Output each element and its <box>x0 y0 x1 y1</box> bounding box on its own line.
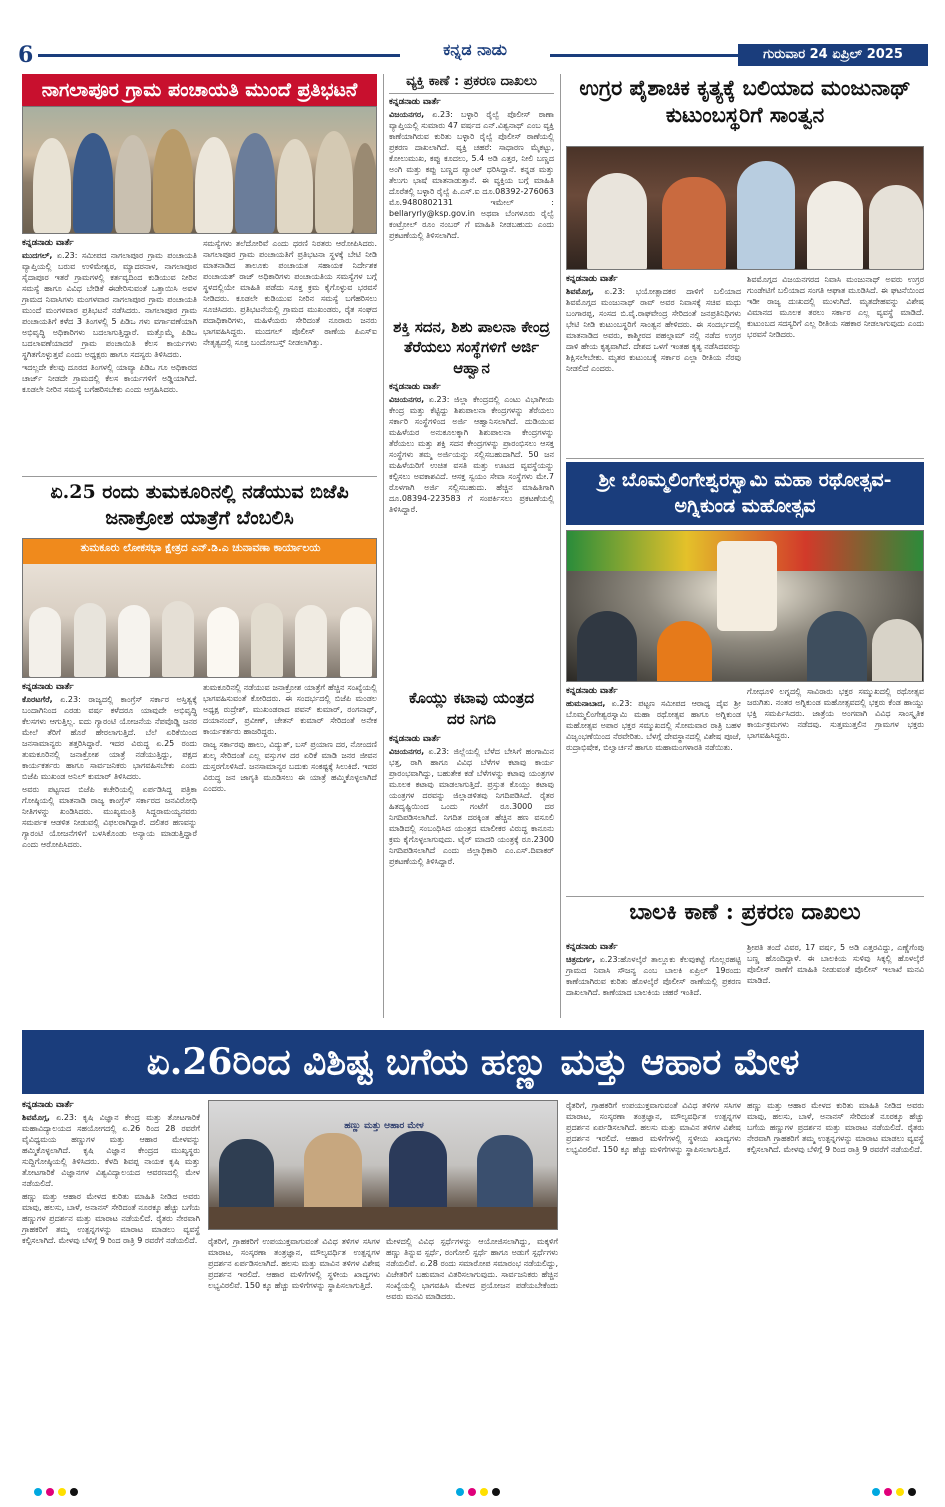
column-divider <box>560 74 561 1018</box>
story-condolence <box>566 74 924 129</box>
byline: ಕನ್ನಡನಾಡು ವಾರ್ತೆ <box>389 96 441 107</box>
story-bjp-yatra-headline: ಏ.25 ರಂದು ತುಮಕೂರಿನಲ್ಲಿ ನಡೆಯುವ ಬಿಜೆಪಿ ಜನಾಕ್ರೋಶ ಯಾತ್ರೆಗೆ ಬೆಂಬಲಿಸಿ <box>50 481 349 529</box>
story-protest-text-a: ಮುದಗಲ್, ಏ.23: ಸಮೀಪದ ನಾಗಲಾಪೂರ ಗ್ರಾಮ ಪಂಚಾಯತಿ ವ್ಯಾಪ್ತಿಯಲ್ಲಿ ಬರುವ ಉಳಿಮೇಶ್ವರ, ಮ್ಯಾದರನಾಳ, ನಾಗಲಾಪೂರ ಸೈದಾಪೂರ ಇತರೆ ಗ್ರಾಮಗಳಲ್ಲಿ ಕರ್ತವ್ಯದಿಂದ ಕುಡಿಯುವ ನೀರಿನ ಸಮಸ್ಯೆ ಹಾಗೂ ವಿವಿಧ ಬೇಡಿಕೆ ಈಡೇರಿಸುವಂತೆ ಒತ್ತಾಯಿಸಿ ಅವಳ ಗ್ರಾಮದ ನಿವಾಸಿಗಳು ಮಂಗಳವಾರ ನಾಗಲಾಪೂರ ಗ್ರಾಮ ಪಂಚಾಯತಿ ಮುಂದೆ ಮಂಗಳವಾರ ಪ್ರತಿಭಟನೆ ನಡೆಸಿದರು. ನಾಗಲಾಪೂರ ಗ್ರಾಮ ಪಂಚಾಯತಿಗೆ ಕಳೆದ 3 ತಿಂಗಳಲ್ಲಿ 5 ಪಿಡಿಒ ಗಳು ವರ್ಗಾವಣೆಯಾಗಿ ಅಭಿವೃದ್ಧಿ ಅಧಿಕಾರಿಗಳು ಬದಲಾಗುತ್ತಿದ್ದಾರೆ. ಮತ್ತೊಮ್ಮೆ ಪಿಡಿಒ ಬದಲಾವಣೆಯಾದರೆ ಗ್ರಾಮ ಪಂಚಾಯಿತಿ ಕೆಲಸ ಕಾರ್ಯಗಳು ಸ್ಥಗಿತಗೊಳ್ಳುತ್ತವೆ ಎಂದು ಅಧ್ಯಕ್ಷರು ಹಾಗೂ ಸದಸ್ಯರು ತಿಳಿಸಿದರು. <box>22 251 197 359</box>
registration-marks-left <box>34 1488 78 1500</box>
registration-marks-center <box>456 1488 500 1500</box>
story-condolence-text-a: ಶಿವಮೊಗ್ಗ, ಏ.23: ಭಯೋತ್ಪಾದಕರ ದಾಳಿಗೆ ಬಲಿಯಾದ ಶಿವಮೊಗ್ಗದ ಮಂಜುನಾಥ್ ರಾವ್ ಅವರ ನಿವಾಸಕ್ಕೆ ಸಚಿವ ಮಧು ಬಂಗಾರಪ್ಪ, ಸಂಸದ ಬಿ.ವೈ.ರಾಘವೇಂದ್ರ ಸೇರಿದಂತೆ ಜನಪ್ರತಿನಿಧಿಗಳು ಭೇಟಿ ನೀಡಿ ಕುಟುಂಬಸ್ಥರಿಗೆ ಸಾಂತ್ವನ ಹೇಳಿದರು. ಈ ಸಂದರ್ಭದಲ್ಲಿ ಮಾತನಾಡಿದ ಅವರು, ಕಾಶ್ಮೀರದ ಪಹಲ್ಗಾಮ್ ನಲ್ಲಿ ನಡೆದ ಉಗ್ರರ ದಾಳಿ ಹೇಯ ಕೃತ್ಯವಾಗಿದೆ. ದೇಶದ ಒಳಗೆ ಇಂತಹ ಕೃತ್ಯ ನಡೆಸಿದವರನ್ನು ಶಿಕ್ಷಿಸಲೇಬೇಕು. ಮೃತರ ಕುಟುಂಬಕ್ಕೆ ಸರ್ಕಾರ ಎಲ್ಲಾ ರೀತಿಯ ನೆರವು ನೀಡಲಿದೆ ಎಂದರು. <box>566 287 741 373</box>
story-condolence-body-2 <box>747 274 924 340</box>
byline: ಕನ್ನಡನಾಡು ವಾರ್ತೆ <box>566 686 618 696</box>
column-divider <box>383 74 384 1018</box>
byline: ಕನ್ನಡನಾಡು ವಾರ್ತೆ <box>566 942 618 952</box>
story-bjp-text-b: ಅವರು ಪಟ್ಟಣದ ಬಿಜೆಪಿ ಕಚೇರಿಯಲ್ಲಿ ಏರ್ಪಡಿಸಿದ್ದ ಪತ್ರಿಕಾ ಗೋಷ್ಠಿಯಲ್ಲಿ ಮಾತನಾಡಿ ರಾಜ್ಯ ಕಾಂಗ್ರೆಸ್ ಸರ್ಕಾರದ ಜನವಿರೋಧಿ ನೀತಿಗಳನ್ನು ಖಂಡಿಸಿದರು. ಮುಖ್ಯಮಂತ್ರಿ ಸಿದ್ದರಾಮಯ್ಯನವರು ಸಮರ್ಪಕ ಆಡಳಿತ ನೀಡುವಲ್ಲಿ ವಿಫಲರಾಗಿದ್ದಾರೆ. ದಲಿತರ ಹಣವನ್ನು ಗ್ಯಾರಂಟಿ ಯೋಜನೆಗಳಿಗೆ ಬಳಸಿಕೊಂಡು ಅನ್ಯಾಯ ಮಾಡುತ್ತಿದ್ದಾರೆ ಎಂದು ಆರೋಪಿಸಿದರು. <box>22 785 197 849</box>
story-festival-body-2 <box>747 686 924 741</box>
story-protest-headline: ನಾಗಲಾಪೂರ ಗ್ರಾಮ ಪಂಚಾಯತಿ ಮುಂದೆ ಪ್ರತಿಭಟನೆ <box>22 74 377 107</box>
story-condolence-headline: ಉಗ್ರರ ಪೈಶಾಚಿಕ ಕೃತ್ಯಕ್ಕೆ ಬಲಿಯಾದ ಮಂಜುನಾಥ್ ಕುಟುಂಬಸ್ಥರಿಗೆ ಸಾಂತ್ವನ <box>579 75 911 128</box>
story-fruit-fair-body <box>22 1100 200 1246</box>
header-rule <box>38 54 738 57</box>
date-box: ಗುರುವಾರ 24 ಏಪ್ರಿಲ್ 2025 <box>738 44 928 66</box>
story-festival-text-a: ಹುಮನಾಬಾದ, ಏ.23: ಪಟ್ಟಣ ಸಮೀಪದ ಆರಾಧ್ಯ ದೈವ ಶ್ರೀ ಬೊಮ್ಮಲಿಂಗೇಶ್ವರಸ್ವಾಮಿ ಮಹಾ ರಥೋತ್ಸವ ಹಾಗೂ ಅಗ್ನಿಕುಂಡ ಮಹೋತ್ಸವ ಅಪಾರ ಭಕ್ತರ ಸಮ್ಮುಖದಲ್ಲಿ ಸೋಮವಾರ ರಾತ್ರಿ ಬಹಳ ವಿಜೃಂಭಣೆಯಿಂದ ನೆರವೇರಿತು. ಬೆಳಗ್ಗೆ ದೇವಸ್ಥಾನದಲ್ಲಿ ವಿಶೇಷ ಪೂಜೆ, ರುದ್ರಾಭಿಷೇಕ, ಬಿಲ್ವಾರ್ಚನೆ ಹಾಗೂ ಮಹಾಮಂಗಳಾರತಿ ನಡೆಯಿತು. <box>566 699 741 752</box>
story-shakti-sadan <box>389 317 554 515</box>
story-bjp-text-c: ತುಮಕೂರಿನಲ್ಲಿ ನಡೆಯುವ ಜನಾಕ್ರೋಶ ಯಾತ್ರೆಗೆ ಹೆಚ್ಚಿನ ಸಂಖ್ಯೆಯಲ್ಲಿ ಭಾಗವಹಿಸುವಂತೆ ಕೋರಿದರು. ಈ ಸಂದರ್ಭದಲ್ಲಿ ಬಿಜೆಪಿ ಮಂಡಲ ಅಧ್ಯಕ್ಷ ರುದ್ರೇಶ್, ಮುಖಂಡರಾದ ಪವನ್ ಕುಮಾರ್, ರಂಗನಾಥ್, ದಯಾನಂದ್, ಪ್ರವೀಣ್, ಚೇತನ್ ಕುಮಾರ್ ಸೇರಿದಂತೆ ಅನೇಕ ಕಾರ್ಯಕರ್ತರು ಹಾಜರಿದ್ದರು. <box>203 683 377 736</box>
story-missing-person-text: ವಿಜಯನಗರ, ಏ.23: ಬಳ್ಳಾರಿ ರೈಲ್ವೆ ಪೊಲೀಸ್ ಠಾಣಾ ವ್ಯಾಪ್ತಿಯಲ್ಲಿ ಸುಮಾರು 47 ವರ್ಷದ ಎನ್.ವಿಶ್ವನಾಥ್ ಎಂಬ ವ್ಯಕ್ತಿ ಕಾಣೆಯಾಗಿರುವ ಕುರಿತು ಬಳ್ಳಾರಿ ರೈಲ್ವೆ ಪೊಲೀಸ್ ಠಾಣೆಯಲ್ಲಿ ಪ್ರಕರಣ ದಾಖಲಾಗಿದೆ. ವ್ಯಕ್ತಿ ಚಹರೆ: ಸಾಧಾರಣ ಮೈಕಟ್ಟು, ಕೋಲುಮುಖ, ಕಪ್ಪು ಕೂದಲು, 5.4 ಅಡಿ ಎತ್ತರ, ನೀಲಿ ಬಣ್ಣದ ಅಂಗಿ ಮತ್ತು ಕಪ್ಪು ಬಣ್ಣದ ಪ್ಯಾಂಟ್ ಧರಿಸಿದ್ದಾನೆ. ಕನ್ನಡ ಮತ್ತು ತೆಲುಗು ಭಾಷೆ ಮಾತನಾಡುತ್ತಾನೆ. ಈ ವ್ಯಕ್ತಿಯ ಬಗ್ಗೆ ಮಾಹಿತಿ ದೊರೆತಲ್ಲಿ ಬಳ್ಳಾರಿ ರೈಲ್ವೆ ಪಿ.ಎಸ್.ಐ ದೂ.08392-276063 ಮೊ.9480802131 ಇಮೇಲ್ : bellaryrly@ksp.gov.in ಅಥವಾ ಬೆಂಗಳೂರು ರೈಲ್ವೆ ಕಂಟ್ರೋಲ್ ರೂಂ ನಂಬರ್ ಗೆ ಮಾಹಿತಿ ನೀಡಬಹುದು ಎಂದು ಪ್ರಕಟಣೆಯಲ್ಲಿ ತಿಳಿಸಲಾಗಿದೆ. <box>389 109 555 240</box>
story-missing-person-headline: ವ್ಯಕ್ತಿ ಕಾಣೆ : ಪ್ರಕರಣ ದಾಖಲು <box>389 74 554 94</box>
protest-photo <box>22 106 377 234</box>
story-protest <box>22 74 377 107</box>
section-divider <box>566 896 924 897</box>
story-protest-body <box>22 238 197 395</box>
story-fruit-fair-body-4 <box>566 1100 741 1155</box>
story-bjp-yatra <box>22 480 377 531</box>
byline: ಕನ್ನಡನಾಡು ವಾರ್ತೆ <box>389 734 441 744</box>
story-condolence-body <box>566 274 741 374</box>
byline: ಕನ್ನಡನಾಡು ವಾರ್ತೆ <box>22 238 74 248</box>
fruit-fair-photo <box>208 1100 558 1230</box>
byline: ಕನ್ನಡನಾಡು ವಾರ್ತೆ <box>22 682 74 692</box>
story-festival-body <box>566 686 741 753</box>
bjp-photo <box>22 538 377 678</box>
story-fruit-fair-headline: ಏ.26ರಿಂದ ವಿಶಿಷ್ಟ ಬಗೆಯ ಹಣ್ಣು ಮತ್ತು ಆಹಾರ ಮೇಳ <box>146 1041 800 1083</box>
story-missing-person <box>389 74 554 241</box>
story-fruit-fair-text-b: ಹಣ್ಣು ಮತ್ತು ಆಹಾರ ಮೇಳದ ಕುರಿತು ಮಾಹಿತಿ ನೀಡಿದ ಅವರು ಮಾವು, ಹಲಸು, ಬಾಳೆ, ಅನಾನಸ್ ಸೇರಿದಂತೆ ನೂರಕ್ಕೂ ಹೆಚ್ಚು ಬಗೆಯ ಹಣ್ಣುಗಳ ಪ್ರದರ್ಶನ ಮತ್ತು ಮಾರಾಟ ನಡೆಯಲಿದೆ. ರೈತರು ನೇರವಾಗಿ ಗ್ರಾಹಕರಿಗೆ ತಮ್ಮ ಉತ್ಪನ್ನಗಳನ್ನು ಮಾರಾಟ ಮಾಡಲು ವ್ಯವಸ್ಥೆ ಕಲ್ಪಿಸಲಾಗಿದೆ. ಮೇಳವು ಬೆಳಿಗ್ಗೆ 9 ರಿಂದ ರಾತ್ರಿ 9 ರವರೆಗೆ ನಡೆಯಲಿದೆ. <box>22 1192 200 1245</box>
story-harvester-rates <box>389 688 554 867</box>
story-fruit-fair-text-b2: ಹಣ್ಣು ಮತ್ತು ಆಹಾರ ಮೇಳದ ಕುರಿತು ಮಾಹಿತಿ ನೀಡಿದ ಅವರು ಮಾವು, ಹಲಸು, ಬಾಳೆ, ಅನಾನಸ್ ಸೇರಿದಂತೆ ನೂರಕ್ಕೂ ಹೆಚ್ಚು ಬಗೆಯ ಹಣ್ಣುಗಳ ಪ್ರದರ್ಶನ ಮತ್ತು ಮಾರಾಟ ನಡೆಯಲಿದೆ. ರೈತರು ನೇರವಾಗಿ ಗ್ರಾಹಕರಿಗೆ ತಮ್ಮ ಉತ್ಪನ್ನಗಳನ್ನು ಮಾರಾಟ ಮಾಡಲು ವ್ಯವಸ್ಥೆ ಕಲ್ಪಿಸಲಾಗಿದೆ. ಮೇಳವು ಬೆಳಿಗ್ಗೆ 9 ರಿಂದ ರಾತ್ರಿ 9 ರವರೆಗೆ ನಡೆಯಲಿದೆ. <box>747 1101 924 1154</box>
story-fruit-fair-text-a2: ರೈತರಿಗೆ, ಗ್ರಾಹಕರಿಗೆ ಉಪಯುಕ್ತವಾಗುವಂತೆ ವಿವಿಧ ತಳಿಗಳ ಸಸಿಗಳ ಮಾರಾಟ, ಸಂಸ್ಕರಣಾ ತಂತ್ರಜ್ಞಾನ, ಮೌಲ್ಯವರ್ಧಿತ ಉತ್ಪನ್ನಗಳ ಪ್ರದರ್ಶನ ಏರ್ಪಡಿಸಲಾಗಿದೆ. ಹಲಸು ಮತ್ತು ಮಾವಿನ ತಳಿಗಳ ವಿಶೇಷ ಪ್ರದರ್ಶನ ಇರಲಿದೆ. ಆಹಾರ ಮಳಿಗೆಗಳಲ್ಲಿ ಸ್ಥಳೀಯ ಖಾದ್ಯಗಳು ಲಭ್ಯವಿರಲಿವೆ. 150 ಕ್ಕೂ ಹೆಚ್ಚು ಮಳಿಗೆಗಳನ್ನು ಸ್ಥಾಪಿಸಲಾಗುತ್ತಿದೆ. <box>566 1101 741 1154</box>
story-fruit-fair-text-a: ಶಿವಮೊಗ್ಗ, ಏ.23: ಕೃಷಿ ವಿಜ್ಞಾನ ಕೇಂದ್ರ ಮತ್ತು ತೋಟಗಾರಿಕೆ ಮಹಾವಿದ್ಯಾಲಯದ ಸಹಯೋಗದಲ್ಲಿ ಏ.26 ರಿಂದ 28 ರವರೆಗೆ ವೈವಿಧ್ಯಮಯ ಹಣ್ಣುಗಳ ಮತ್ತು ಆಹಾರ ಮೇಳವನ್ನು ಹಮ್ಮಿಕೊಳ್ಳಲಾಗಿದೆ. ಕೃಷಿ ವಿಜ್ಞಾನ ಕೇಂದ್ರದ ಮುಖ್ಯಸ್ಥರು ಸುದ್ದಿಗೋಷ್ಠಿಯಲ್ಲಿ ತಿಳಿಸಿದರು. ಕೆಳದಿ ಶಿವಪ್ಪ ನಾಯಕ ಕೃಷಿ ಮತ್ತು ತೋಟಗಾರಿಕೆ ವಿಜ್ಞಾನಗಳ ವಿಶ್ವವಿದ್ಯಾಲಯದ ಆವರಣದಲ್ಲಿ ಮೇಳ ನಡೆಯಲಿದೆ. <box>22 1113 200 1188</box>
bjp-banner-text: ತುಮಕೂರು ಲೋಕಸಭಾ ಕ್ಷೇತ್ರದ ಎನ್.ಡಿ.ಎ ಚುನಾವಣಾ ಕಾರ್ಯಾಲಯ <box>80 542 321 554</box>
story-shakti-sadan-headline: ಶಕ್ತಿ ಸದನ, ಶಿಶು ಪಾಲನಾ ಕೇಂದ್ರ ತೆರೆಯಲು ಸಂಸ್ಥೆಗಳಿಗೆ ಅರ್ಜಿ ಆಹ್ವಾನ <box>393 318 550 377</box>
story-harvester-rates-headline: ಕೊಯ್ಲು ಕಟಾವು ಯಂತ್ರದ ದರ ನಿಗದಿ <box>408 689 535 728</box>
story-fruit-fair-text-c: ರೈತರಿಗೆ, ಗ್ರಾಹಕರಿಗೆ ಉಪಯುಕ್ತವಾಗುವಂತೆ ವಿವಿಧ ತಳಿಗಳ ಸಸಿಗಳ ಮಾರಾಟ, ಸಂಸ್ಕರಣಾ ತಂತ್ರಜ್ಞಾನ, ಮೌಲ್ಯವರ್ಧಿತ ಉತ್ಪನ್ನಗಳ ಪ್ರದರ್ಶನ ಏರ್ಪಡಿಸಲಾಗಿದೆ. ಹಲಸು ಮತ್ತು ಮಾವಿನ ತಳಿಗಳ ವಿಶೇಷ ಪ್ರದರ್ಶನ ಇರಲಿದೆ. ಆಹಾರ ಮಳಿಗೆಗಳಲ್ಲಿ ಸ್ಥಳೀಯ ಖಾದ್ಯಗಳು ಲಭ್ಯವಿರಲಿವೆ. 150 ಕ್ಕೂ ಹೆಚ್ಚು ಮಳಿಗೆಗಳನ್ನು ಸ್ಥಾಪಿಸಲಾಗುತ್ತಿದೆ. <box>208 1237 380 1290</box>
story-bjp-text-d: ರಾಜ್ಯ ಸರ್ಕಾರವು ಹಾಲು, ವಿದ್ಯುತ್, ಬಸ್ ಪ್ರಯಾಣ ದರ, ನೋಂದಣಿ ಶುಲ್ಕ ಸೇರಿದಂತೆ ಎಲ್ಲ ವಸ್ತುಗಳ ದರ ಏರಿಕೆ ಮಾಡಿ ಜನರ ಜೀವನ ದುಸ್ತರಗೊಳಿಸಿದೆ. ಜನಸಾಮಾನ್ಯರ ಬದುಕು ಸಂಕಷ್ಟಕ್ಕೆ ಸಿಲುಕಿದೆ. ಇದರ ವಿರುದ್ಧ ಜನ ಜಾಗೃತಿ ಮೂಡಿಸಲು ಈ ಯಾತ್ರೆ ಹಮ್ಮಿಕೊಳ್ಳಲಾಗಿದೆ ಎಂದರು. <box>203 740 377 793</box>
section-divider <box>22 476 377 477</box>
story-fruit-fair-text-d: ಮೇಳದಲ್ಲಿ ವಿವಿಧ ಸ್ಪರ್ಧೆಗಳನ್ನು ಆಯೋಜಿಸಲಾಗಿದ್ದು, ಮಕ್ಕಳಿಗೆ ಹಣ್ಣು ತಿನ್ನುವ ಸ್ಪರ್ಧೆ, ರಂಗೋಲಿ ಸ್ಪರ್ಧೆ ಹಾಗೂ ಅಡುಗೆ ಸ್ಪರ್ಧೆಗಳು ನಡೆಯಲಿವೆ. ಏ.28 ರಂದು ಸಮಾರೋಪ ಸಮಾರಂಭ ನಡೆಯಲಿದ್ದು, ವಿಜೇತರಿಗೆ ಬಹುಮಾನ ವಿತರಿಸಲಾಗುವುದು. ಸಾರ್ವಜನಿಕರು ಹೆಚ್ಚಿನ ಸಂಖ್ಯೆಯಲ್ಲಿ ಭಾಗವಹಿಸಿ ಮೇಳದ ಪ್ರಯೋಜನ ಪಡೆಯಬೇಕೆಂದು ಅವರು ಮನವಿ ಮಾಡಿದರು. <box>386 1237 558 1301</box>
section-divider <box>566 458 924 459</box>
byline: ಕನ್ನಡನಾಡು ವಾರ್ತೆ <box>389 381 441 392</box>
story-missing-girl-text-a: ಚಿತ್ರದುರ್ಗ, ಏ.23:ಹೊಳಲ್ಕೆರೆ ತಾಲ್ಲೂಕು ಕೆಲವುಕಟ್ಟೆ ಗೊಲ್ಲರಹಟ್ಟಿ ಗ್ರಾಮದ ನಿವಾಸಿ ಸೌಜನ್ಯ ಎಂಬ ಬಾಲಕಿ ಏಪ್ರಿಲ್ 19ರಂದು ಕಾಣೆಯಾಗಿರುವ ಕುರಿತು ಹೊಳಲ್ಕೆರೆ ಪೊಲೀಸ್ ಠಾಣೆಯಲ್ಲಿ ಪ್ರಕರಣ ದಾಖಲಾಗಿದೆ. ಕಾಣೆಯಾದ ಬಾಲಕಿಯ ಚಹರೆ ಇಂತಿದೆ. <box>566 955 741 997</box>
story-harvester-rates-text: ವಿಜಯನಗರ, ಏ.23: ಜಿಲ್ಲೆಯಲ್ಲಿ ಬೆಳೆದ ಬೇಸಿಗೆ ಹಂಗಾಮಿನ ಭತ್ತ, ರಾಗಿ ಹಾಗೂ ವಿವಿಧ ಬೆಳೆಗಳ ಕಟಾವು ಕಾರ್ಯ ಪ್ರಾರಂಭವಾಗಿದ್ದು, ಬಹುತೇಕ ಕಡೆ ಬೆಳೆಗಳನ್ನು ಕಟಾವು ಯಂತ್ರಗಳ ಮೂಲಕ ಕಟಾವು ಮಾಡಲಾಗುತ್ತಿದೆ. ಪ್ರಸ್ತುತ ಕೊಯ್ಲು ಕಟಾವು ಯಂತ್ರಗಳ ದರವನ್ನು ಜಿಲ್ಲಾಡಳಿತವು ನಿಗದಿಪಡಿಸಿದೆ. ರೈತರ ಹಿತದೃಷ್ಟಿಯಿಂದ ಒಂದು ಗಂಟೆಗೆ ರೂ.3000 ದರ ನಿಗದಿಪಡಿಸಲಾಗಿದೆ. ನಿಗದಿತ ದರಕ್ಕಿಂತ ಹೆಚ್ಚಿನ ಹಣ ವಸೂಲಿ ಮಾಡಿದಲ್ಲಿ ಸಂಬಂಧಿಸಿದ ಯಂತ್ರದ ಮಾಲೀಕರ ವಿರುದ್ಧ ಕಾನೂನು ಕ್ರಮ ಕೈಗೊಳ್ಳಲಾಗುವುದು. ಟೈರ್ ಮಾದರಿ ಯಂತ್ರಕ್ಕೆ ರೂ.2300 ನಿಗದಿಪಡಿಸಲಾಗಿದೆ ಎಂದು ಜಿಲ್ಲಾಧಿಕಾರಿ ಎಂ.ಎಸ್.ದಿವಾಕರ್ ಪ್ರಕಟಣೆಯಲ್ಲಿ ತಿಳಿಸಿದ್ದಾರೆ. <box>389 747 554 866</box>
story-festival <box>566 462 924 525</box>
condolence-photo <box>566 146 924 270</box>
story-festival-text-b: ಗೋಧೂಳಿ ಲಗ್ನದಲ್ಲಿ ಸಾವಿರಾರು ಭಕ್ತರ ಸಮ್ಮುಖದಲ್ಲಿ ರಥೋತ್ಸವ ಜರುಗಿತು. ನಂತರ ಅಗ್ನಿಕುಂಡ ಮಹೋತ್ಸವದಲ್ಲಿ ಭಕ್ತರು ಕೆಂಡ ಹಾಯ್ದು ಭಕ್ತಿ ಸಮರ್ಪಿಸಿದರು. ಜಾತ್ರೆಯ ಅಂಗವಾಗಿ ವಿವಿಧ ಸಾಂಸ್ಕೃತಿಕ ಕಾರ್ಯಕ್ರಮಗಳು ನಡೆದವು. ಸುತ್ತಮುತ್ತಲಿನ ಗ್ರಾಮಗಳ ಭಕ್ತರು ಭಾಗವಹಿಸಿದ್ದರು. <box>747 687 924 740</box>
story-festival-headline: ಶ್ರೀ ಬೊಮ್ಮಲಿಂಗೇಶ್ವರಸ್ವಾಮಿ ಮಹಾ ರಥೋತ್ಸವ-ಅಗ್ನಿಕುಂಡ ಮಹೋತ್ಸವ <box>566 462 924 525</box>
story-shakti-sadan-text: ವಿಜಯನಗರ, ಏ.23: ಜಿಲ್ಲಾ ಕೇಂದ್ರದಲ್ಲಿ ಎಂಟು ವಿಭಾಗೀಯ ಕೇಂದ್ರ ಮತ್ತು ಕೆಟ್ಟಿದ್ದು ಶಿಶುಪಾಲನಾ ಕೇಂದ್ರಗಳನ್ನು ತೆರೆಯಲು ಸರ್ಕಾರಿ ಸಂಸ್ಥೆಗಳಿಂದ ಅರ್ಜಿ ಆಹ್ವಾನಿಸಲಾಗಿದೆ. ದುಡಿಯುವ ಮಹಿಳೆಯರ ಅನುಕೂಲಕ್ಕಾಗಿ ಶಿಶುಪಾಲನಾ ಕೇಂದ್ರಗಳನ್ನು ತೆರೆಯಲು ಮತ್ತು ಶಕ್ತಿ ಸದನ ಕೇಂದ್ರಗಳನ್ನು ಪ್ರಾರಂಭಿಸಲು ಆಸಕ್ತ ಸಂಸ್ಥೆಗಳು ತಮ್ಮ ಅರ್ಜಿಯನ್ನು ಸಲ್ಲಿಸಬಹುದಾಗಿದೆ. 50 ಜನ ಮಹಿಳೆಯರಿಗೆ ಉಚಿತ ವಸತಿ ಮತ್ತು ಊಟದ ವ್ಯವಸ್ಥೆಯನ್ನು ಕಲ್ಪಿಸಲು ಅವಕಾಶವಿದೆ. ಆಸಕ್ತ ಸ್ವಯಂ ಸೇವಾ ಸಂಸ್ಥೆಗಳು ಮೇ.7 ರೊಳಗಾಗಿ ಅರ್ಜಿ ಸಲ್ಲಿಸಬಹುದು. ಹೆಚ್ಚಿನ ಮಾಹಿತಿಗಾಗಿ ದೂ.08394-223583 ಗೆ ಸಂಪರ್ಕಿಸಲು ಪ್ರಕಟಣೆಯಲ್ಲಿ ತಿಳಿಸಿದ್ದಾರೆ. <box>389 394 554 514</box>
masthead <box>0 0 945 72</box>
story-bjp-body-2 <box>203 682 377 794</box>
fruit-fair-photo-banner: ಹಣ್ಣು ಮತ್ತು ಆಹಾರ ಮೇಳ <box>344 1121 424 1131</box>
story-missing-girl <box>566 900 924 933</box>
story-fruit-fair-banner <box>22 1030 924 1094</box>
story-missing-girl-body-2 <box>747 942 924 986</box>
story-fruit-fair-body-2 <box>208 1236 380 1291</box>
story-protest-body-2 <box>203 238 377 348</box>
story-fruit-fair-body-5 <box>747 1100 924 1155</box>
festival-photo <box>566 530 924 682</box>
byline: ಕನ್ನಡನಾಡು ವಾರ್ತೆ <box>22 1100 74 1110</box>
story-missing-girl-body <box>566 942 741 998</box>
story-protest-text-b: ಇದಲ್ಲದೇ ಕೆಲವು ದೂರದ ತಿಂಗಳಲ್ಲಿ ಯಾವ್ಯಾ ಪಿಡಿಒ ಗೂ ಅಧಿಕಾರದ ಚಾರ್ಜ್ ನೀಡದೇ ಗ್ರಾಮದಲ್ಲಿ ಕೆಲಸ ಕಾರ್ಯಗಳಿಗೆ ಅಡ್ಡಿಯಾಗಿದೆ. ಕೂಡಲೇ ನೀರಿನ ಸಮಸ್ಯೆ ಬಗೆಹರಿಸಬೇಕು ಎಂದು ಆಗ್ರಹಿಸಿದರು. <box>22 363 197 394</box>
story-missing-girl-text-b: ಶ್ರೀಪತಿ ತಂದೆ ವಿವರ, 17 ವರ್ಷ, 5 ಅಡಿ ಎತ್ತರವಿದ್ದು, ಎಣ್ಣೆಗೆಂಪು ಬಣ್ಣ ಹೊಂದಿದ್ದಾಳೆ. ಈ ಬಾಲಕಿಯ ಸುಳಿವು ಸಿಕ್ಕಲ್ಲಿ ಹೊಳಲ್ಕೆರೆ ಪೊಲೀಸ್ ಠಾಣೆಗೆ ಮಾಹಿತಿ ನೀಡುವಂತೆ ಪೊಲೀಸ್ ಇಲಾಖೆ ಮನವಿ ಮಾಡಿದೆ. <box>747 943 924 985</box>
story-condolence-text-b: ಶಿವಮೊಗ್ಗದ ವಿಜಯನಗರದ ನಿವಾಸಿ ಮಂಜುನಾಥ್ ಅವರು ಉಗ್ರರ ಗುಂಡೇಟಿಗೆ ಬಲಿಯಾದ ಸಂಗತಿ ಆಘಾತ ಮೂಡಿಸಿದೆ. ಈ ಘಟನೆಯಿಂದ ಇಡೀ ರಾಜ್ಯ ದುಃಖದಲ್ಲಿ ಮುಳುಗಿದೆ. ಮೃತದೇಹವನ್ನು ವಿಶೇಷ ವಿಮಾನದ ಮೂಲಕ ತರಲು ಸರ್ಕಾರ ಎಲ್ಲ ವ್ಯವಸ್ಥೆ ಮಾಡಿದೆ. ಕುಟುಂಬದ ಸದಸ್ಯರಿಗೆ ಎಲ್ಲ ರೀತಿಯ ಸಹಕಾರ ನೀಡಲಾಗುವುದು ಎಂದು ಭರವಸೆ ನೀಡಿದರು. <box>747 275 924 339</box>
byline: ಕನ್ನಡನಾಡು ವಾರ್ತೆ <box>566 274 618 284</box>
registration-marks-right <box>872 1488 916 1500</box>
story-fruit-fair-body-3 <box>386 1236 558 1302</box>
story-protest-text-c: ಸಮಸ್ಯೆಗಳು ತಲೆದೋರಿವೆ ಎಂದು ಧರಣಿ ನಿರತರು ಆರೋಪಿಸಿದರು. ನಾಗಲಾಪೂರ ಗ್ರಾಮ ಪಂಚಾಯತಿಗೆ ಪ್ರತಿಭಟನಾ ಸ್ಥಳಕ್ಕೆ ಬೇಟಿ ನೀಡಿ ಮಾತನಾಡಿದ ತಾಲೂಕು ಪಂಚಾಯತ ಸಹಾಯಕ ನಿರ್ದೇಶಕ ಪಂಚಾಯತ್ ರಾಜ್ ಅಧಿಕಾರಿಗಳು ಪಂಚಾಯತಿಯ ಸಮಸ್ಯೆಗಳ ಬಗ್ಗೆ ಸ್ಥಳದಲ್ಲಿಯೇ ಮಾಹಿತಿ ಪಡೆದು ಸೂಕ್ತ ಕ್ರಮ ಕೈಗೊಳ್ಳುವ ಭರವಸೆ ನೀಡಿದರು. ಕೂಡಲೇ ಕುಡಿಯುವ ನೀರಿನ ಸಮಸ್ಯೆ ಬಗೆಹರಿಸಲು ಸೂಚಿಸಿದರು. ಪ್ರತಿಭಟನೆಯಲ್ಲಿ ಗ್ರಾಮದ ಮುಖಂಡರು, ರೈತ ಸಂಘದ ಪದಾಧಿಕಾರಿಗಳು, ಮಹಿಳೆಯರು ಸೇರಿದಂತೆ ನೂರಾರು ಜನರು ಭಾಗವಹಿಸಿದ್ದರು. ಮುದಗಲ್ ಪೊಲೀಸ್ ಠಾಣೆಯ ಪಿಎಸ್ಐ ನೇತೃತ್ವದಲ್ಲಿ ಸೂಕ್ತ ಬಂದೋಬಸ್ತ್ ನೀಡಲಾಗಿತ್ತು. <box>203 239 377 347</box>
story-bjp-body <box>22 682 197 850</box>
paper-name: ಕನ್ನಡ ನಾಡು <box>400 40 550 60</box>
story-bjp-text-a: ಕೊರಟಗೆರೆ, ಏ.23: ರಾಜ್ಯದಲ್ಲಿ ಕಾಂಗ್ರೆಸ್ ಸರ್ಕಾರ ಅಸ್ತಿತ್ವಕ್ಕೆ ಬಂದಾಗಿನಿಂದ ಎರಡು ವರ್ಷ ಕಳೆದರೂ ಯಾವುದೇ ಅಭಿವೃದ್ಧಿ ಕೆಲಸಗಳು ಆಗುತ್ತಿಲ್ಲ. ಐದು ಗ್ಯಾರಂಟಿ ಯೋಜನೆಯ ನೆಪವೊಡ್ಡಿ ಜನರ ಮೇಲೆ ತೆರಿಗೆ ಹೊರೆ ಹೇರಲಾಗುತ್ತಿದೆ. ಬೆಲೆ ಏರಿಕೆಯಿಂದ ಜನಸಾಮಾನ್ಯರು ತತ್ತರಿಸಿದ್ದಾರೆ. ಇದರ ವಿರುದ್ಧ ಏ.25 ರಂದು ತುಮಕೂರಿನಲ್ಲಿ ಜನಾಕ್ರೋಶ ಯಾತ್ರೆ ನಡೆಯುತ್ತಿದ್ದು, ಪಕ್ಷದ ಕಾರ್ಯಕರ್ತರು ಹಾಗೂ ಸಾರ್ವಜನಿಕರು ಭಾಗವಹಿಸಬೇಕು ಎಂದು ಬಿಜೆಪಿ ಮುಖಂಡ ಅನಿಲ್ ಕುಮಾರ್ ತಿಳಿಸಿದರು. <box>22 695 197 781</box>
story-missing-girl-headline: ಬಾಲಕಿ ಕಾಣೆ : ಪ್ರಕರಣ ದಾಖಲು <box>629 899 861 925</box>
page-number: 6 <box>18 42 34 68</box>
